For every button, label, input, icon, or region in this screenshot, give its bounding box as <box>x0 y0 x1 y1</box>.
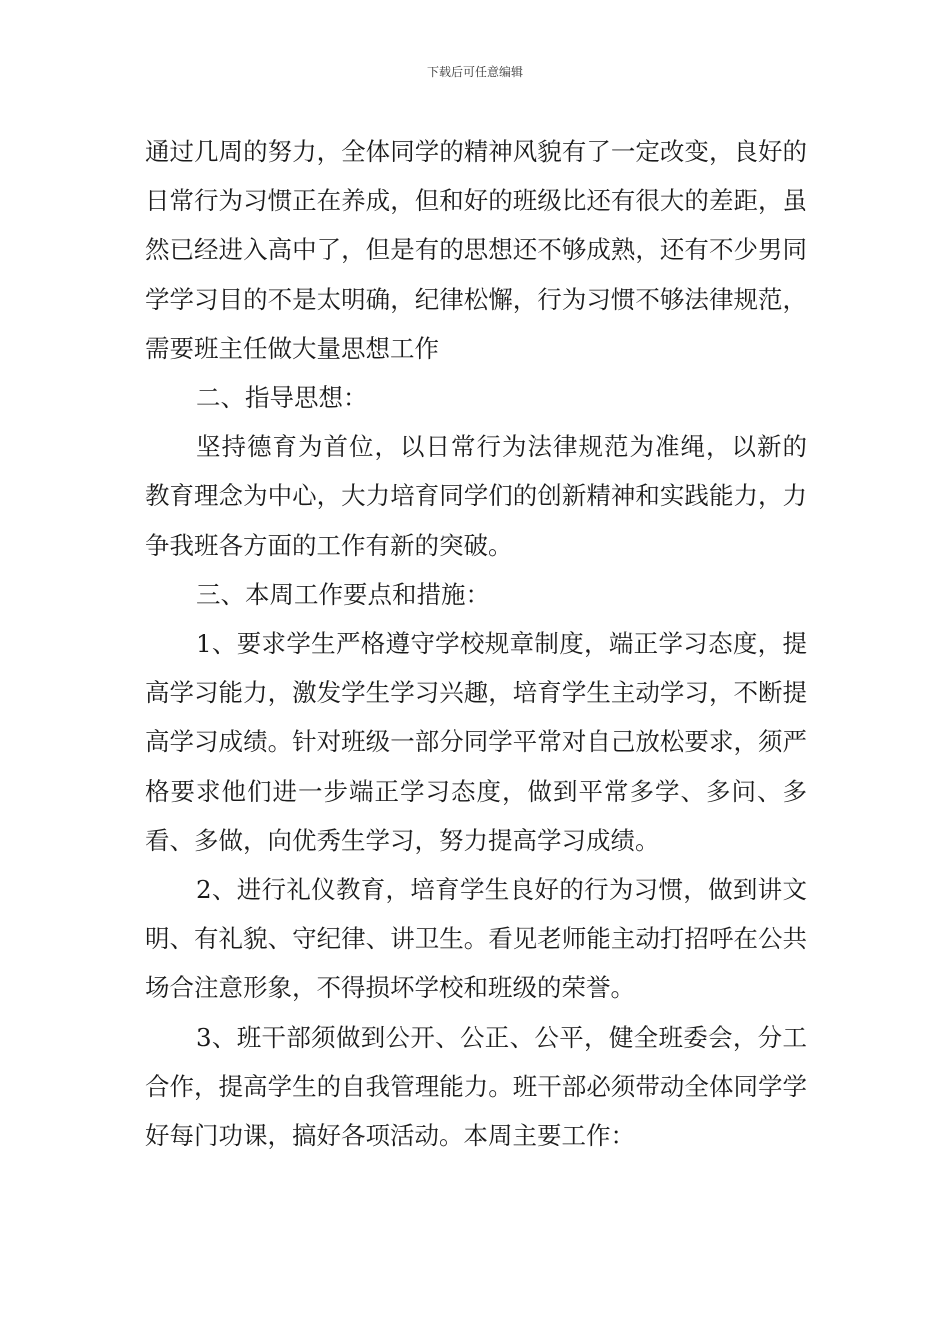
section-heading-guiding-ideology: 二、指导思想： <box>196 383 368 413</box>
page-header-note: 下载后可任意编辑 <box>426 65 523 79</box>
list-item-3: 3、班干部须做到公开、公正、公平，健全班委会，分工合作，提高学生的自我管理能力。班干部必须带动全体同学学好每门功课，搞好各项活动。本周主要工作： <box>145 1022 807 1151</box>
list-item-1: 1、要求学生严格遵守学校规章制度，端正学习态度，提高学习能力，激发学生学习兴趣，培育学生主动学习，不断提高学习成绩。针对班级一部分同学平常对自己放松要求，须严格要求他们进一步端正学习态度，做到平常多学、多问、多看、多做，向优秀生学习，努力提高学习成绩。 <box>145 629 807 855</box>
list-item-2: 2、进行礼仪教育，培育学生良好的行为习惯，做到讲文明、有礼貌、守纪律、讲卫生。看见老师能主动打招呼在公共场合注意形象，不得损坏学校和班级的荣誉。 <box>145 875 807 1003</box>
paragraph-guiding-ideology: 坚持德育为首位，以日常行为法律规范为准绳，以新的教育理念为中心，大力培育同学们的创新精神和实践能力，力争我班各方面的工作有新的突破。 <box>145 432 807 560</box>
paragraph-status: 通过几周的努力，全体同学的精神风貌有了一定改变，良好的日常行为习惯正在养成，但和好的班级比还有很大的差距，虽然已经进入高中了，但是有的思想还不够成熟，还有不少男同学学习目的不是太明确，纪律松懈，行为习惯不够法律规范，需要班主任做大量思想工作 <box>145 137 807 363</box>
document-body <box>145 127 807 1160</box>
section-heading-key-points: 三、本周工作要点和措施： <box>196 579 490 609</box>
